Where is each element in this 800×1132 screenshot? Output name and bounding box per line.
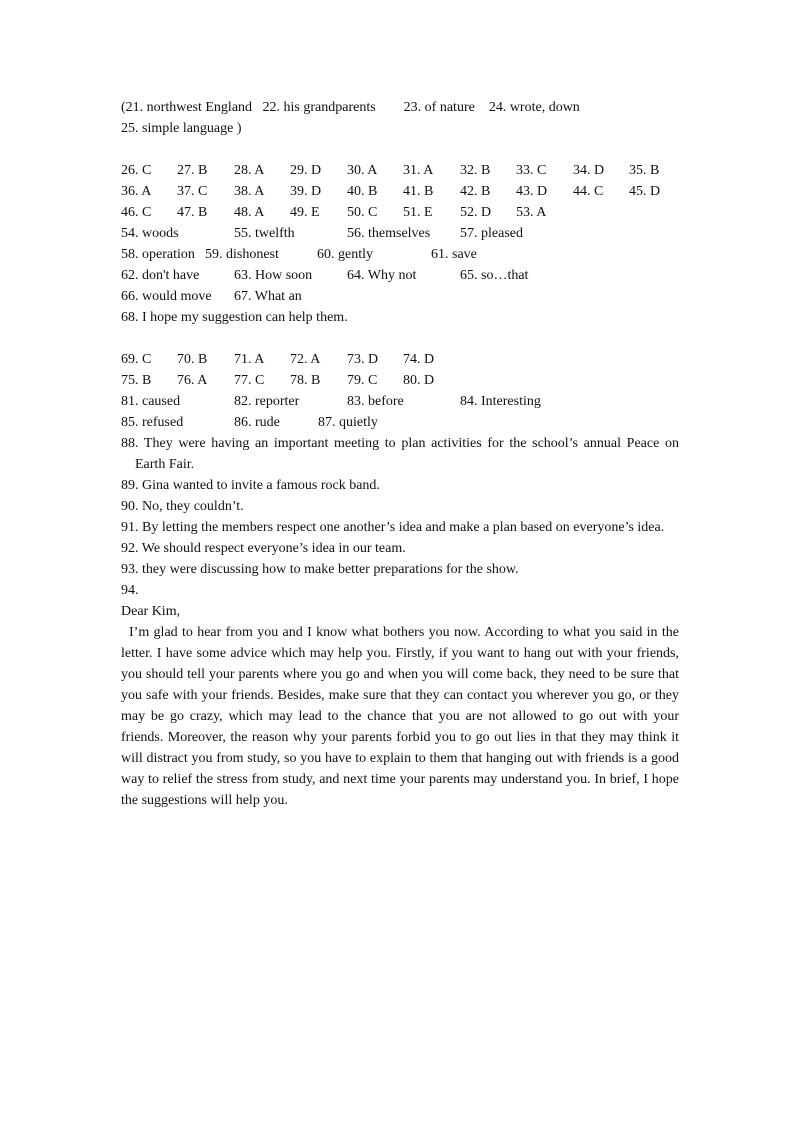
answer-item: 48. A [234,205,265,220]
answer-93: 93. they were discussing how to make better preparations for the show. [121,562,519,577]
answer-item: 49. E [290,205,320,220]
answer-item: 32. B [460,163,491,178]
answer-88: 88. They were having an important meeting to plan activities for the school’s annual Peace on Earth Fair. [121,436,679,472]
mc-row-36-45 [121,181,679,202]
answer-item: 54. woods [121,226,179,241]
answer-item: 52. D [460,205,492,220]
answer-item: 78. B [290,373,321,388]
answer-item: 84. Interesting [460,394,541,409]
fill-row-54-57 [121,223,679,244]
answer-91: 91. By letting the members respect one another’s idea and make a plan based on everyone’s idea. [121,520,665,535]
answer-item: 65. so…that [460,268,529,283]
answer-item: 77. C [234,373,265,388]
answer-item: 29. D [290,163,322,178]
answer-item: 59. dishonest [205,247,279,262]
answer-item: 61. save [431,247,477,262]
answer-item: 35. B [629,163,660,178]
answer-item: 47. B [177,205,208,220]
fill-row-62-65 [121,265,679,286]
answer-item: 67. What an [234,289,302,304]
answers-25: 25. simple language ) [121,121,242,136]
mc-row-69-74 [121,349,679,370]
answer-item: 44. C [573,184,604,199]
answer-item: 69. C [121,352,152,367]
answer-item: 31. A [403,163,434,178]
answer-item: 53. A [516,205,547,220]
answer-item: 33. C [516,163,547,178]
answer-item: 83. before [347,394,404,409]
answer-item: 62. don't have [121,268,200,283]
answer-item: 76. A [177,373,208,388]
mc-row-46-53 [121,202,679,223]
answer-sheet [121,97,679,811]
answer-item: 39. D [290,184,322,199]
mc-row-26-35 [121,160,679,181]
answer-item: 71. A [234,352,265,367]
answer-68: 68. I hope my suggestion can help them. [121,310,348,325]
fill-row-81-84 [121,391,679,412]
answer-item: 46. C [121,205,152,220]
answer-item: 64. Why not [347,268,417,283]
answer-item: 58. operation [121,247,195,262]
answer-94: 94. [121,583,139,598]
letter-body: I’m glad to hear from you and I know what bothers you now. According to what you said in the letter. I have some advice which may help you. Firstly, if you want to hang out with your friends, you should tell your parents where you go and when you will come back, they need to be sure that you safe with your friends. Besides, make sure that they can contact you wherever you go, or they may be go crazy, which may lead to the chance that you are not allowed to go out with your friends. Moreover, the reason why your parents forbid you to go out lies in that they may think it will distract you from study, so you have to explain to them that hanging out with friends is a good way to relief the stress from study, and next time your parents may understand you. In brief, I hope the suggestions will help you. [121,625,679,808]
answer-item: 37. C [177,184,208,199]
answer-item: 85. refused [121,415,184,430]
answer-item: 80. D [403,373,435,388]
answer-item: 81. caused [121,394,181,409]
answer-item: 63. How soon [234,268,313,283]
answers-21-24: (21. northwest England 22. his grandparents 23. of nature 24. wrote, down [121,100,580,115]
answer-item: 57. pleased [460,226,523,241]
answer-item: 51. E [403,205,433,220]
answer-item: 30. A [347,163,378,178]
answer-item: 72. A [290,352,321,367]
answer-item: 27. B [177,163,208,178]
answer-item: 26. C [121,163,152,178]
answer-item: 43. D [516,184,548,199]
answer-item: 50. C [347,205,378,220]
answer-item: 70. B [177,352,208,367]
answer-89: 89. Gina wanted to invite a famous rock band. [121,478,380,493]
answer-item: 82. reporter [234,394,300,409]
answer-item: 38. A [234,184,265,199]
fill-row-85-87 [121,412,679,433]
answer-item: 75. B [121,373,152,388]
answer-item: 36. A [121,184,152,199]
fill-row-58-61 [121,244,679,265]
answer-item: 73. D [347,352,379,367]
spacer [121,139,679,160]
answer-item: 55. twelfth [234,226,295,241]
mc-row-75-80 [121,370,679,391]
answer-item: 79. C [347,373,378,388]
answer-item: 45. D [629,184,661,199]
answer-item: 40. B [347,184,378,199]
answer-item: 34. D [573,163,605,178]
answer-item: 60. gently [317,247,373,262]
fill-row-66-67 [121,286,679,307]
answer-item: 74. D [403,352,435,367]
answer-item: 41. B [403,184,434,199]
answer-item: 56. themselves [347,226,431,241]
answer-item: 66. would move [121,289,212,304]
spacer [121,328,679,349]
answer-item: 87. quietly [318,415,378,430]
answer-90: 90. No, they couldn’t. [121,499,244,514]
answer-item: 28. A [234,163,265,178]
answer-item: 42. B [460,184,491,199]
answer-item: 86. rude [234,415,280,430]
letter-greeting: Dear Kim, [121,604,181,619]
answer-92: 92. We should respect everyone’s idea in our team. [121,541,406,556]
